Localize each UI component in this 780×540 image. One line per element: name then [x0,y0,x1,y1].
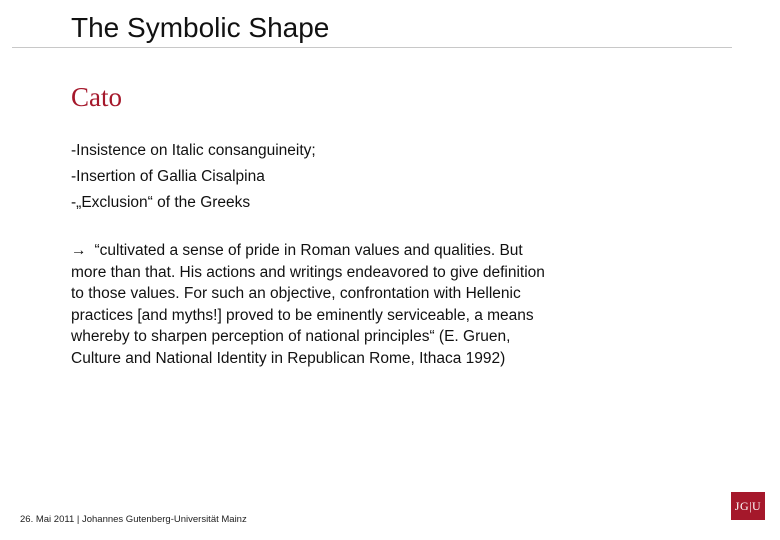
title-divider [12,47,732,48]
bullet-list [71,138,316,216]
quote-text: “cultivated a sense of pride in Roman values and qualities. But [94,242,523,259]
slide-subtitle: Cato [71,82,122,112]
quote-line: whereby to sharpen perception of national principles“ (E. Gruen, [71,328,511,346]
slide-title: The Symbolic Shape [71,12,330,43]
quote-line: practices [and myths!] proved to be eminently serviceable, a means [71,306,534,324]
quote-block [71,240,641,370]
quote-line: more than that. His actions and writings endeavored to give definition [71,263,545,281]
arrow-right-icon: → [71,242,87,259]
quote-line [71,240,641,262]
quote-line: to those values. For such an objective, confrontation with Hellenic [71,285,521,303]
bullet-item: -„Exclusion“ of the Greeks [71,194,251,211]
bullet-item: -Insistence on Italic consanguineity; [71,142,316,159]
university-logo: JG|U [731,492,765,520]
bullet-item: -Insertion of Gallia Cisalpina [71,168,265,185]
slide-footer: 26. Mai 2011 | Johannes Gutenberg-Universität Mainz [20,514,247,525]
quote-line: Culture and National Identity in Republican Rome, Ithaca 1992) [71,349,506,367]
